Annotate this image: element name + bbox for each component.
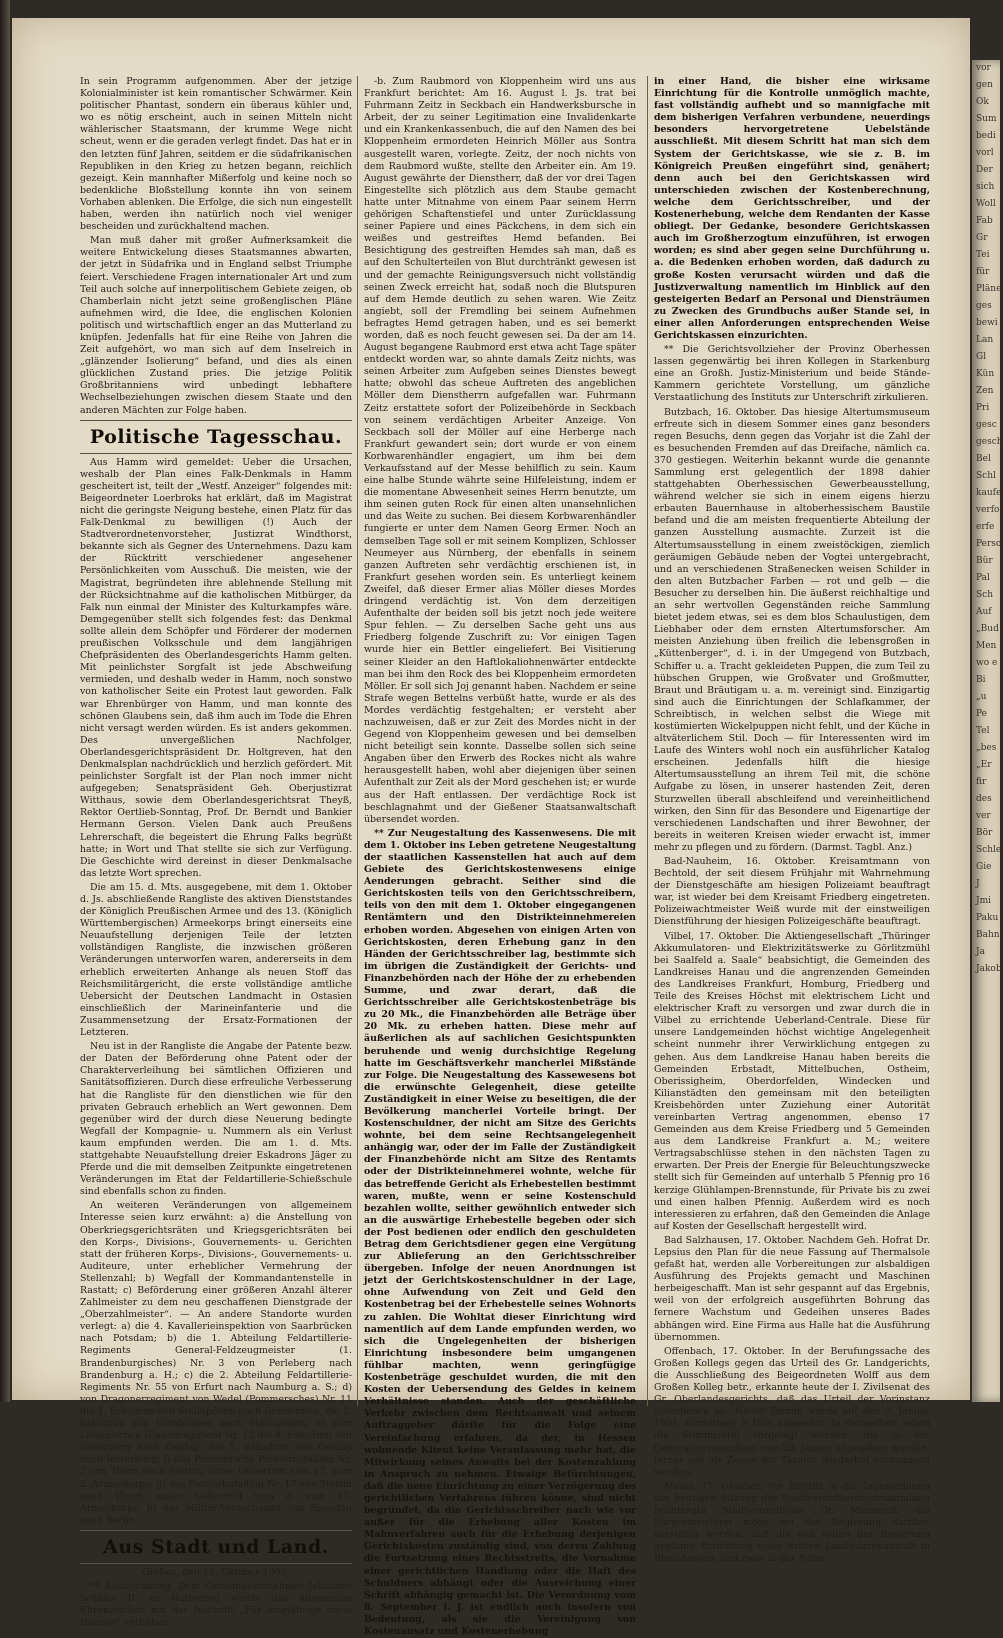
margin-fragment: ver	[976, 811, 991, 821]
margin-fragment: „u	[976, 692, 987, 702]
margin-fragment: Tel	[976, 726, 990, 736]
paragraph: Neu ist in der Rangliste die Angabe der Patente bezw. der Daten der Beförderung ohne Patent oder der Charakterverleihung bei sämtlichen Offizieren und Sanitätsoffizieren. Durch diese erfreuliche Verbesserung hat die Rangliste für den dienstlichen wie für den privaten Gebrauch erheblich an Wert gewonnen. Dem gegenüber wird der durch diese Neuerung bedingte Wegfall der Kompagnie- u. Nummern als ein Verlust kaum empfunden werden. Die am 1. d. Mts. stattgehabte Neuaufstellung dreier Eskadrons Jäger zu Pferde und die mit demselben Zeitpunkte eingetretenen Veränderungen im Etat der Feldartillerie-Schießschule sind ebenfalls schon zu finden.	[80, 1041, 352, 1198]
column-2	[364, 76, 636, 1637]
paragraph: ** Die Gerichtsvollzieher der Provinz Oberhessen lassen gegenwärtig bei ihren Kollegen in Starkenburg eine an Großh. Justiz-Ministerium und beide Stände-Kammern gerichtete Vorstellung, um gänzliche Verstaatlichung des Instituts zur Unterschrift zirkulieren.	[654, 344, 930, 404]
margin-fragment: Men	[976, 641, 997, 651]
margin-fragment: Bür	[976, 556, 993, 566]
margin-fragment: Tei	[976, 250, 990, 260]
paragraph: Bad-Nauheim, 16. Oktober. Kreisamtmann von Bechtold, der seit diesem Frühjahr mit Wahrnehmung der Dienstgeschäfte am hiesigen Polizeiamt beauftragt war, ist wieder bei dem Kreisamt Friedberg eingetreten. Polizeiwachtmeister Weiß wurde mit der einstweiligen Dienstführung der hiesigen Polizeigeschäfte beauftragt.	[654, 856, 930, 928]
margin-fragment: Zen	[976, 386, 994, 396]
margin-fragment: Bi	[976, 675, 986, 685]
paragraph: Aus Hamm wird gemeldet: Ueber die Ursachen, weshalb der Plan eines Falk-Denkmals in Hamm gescheitert ist, teilt der „Westf. Anzeiger“ folgendes mit: Beigeordneter Loerbroks hat erklärt, daß im Magistrat nicht die geringste Neigung bestehe, einen Platz für das Falk-Denkmal zu bewilligen (!) Auch der Stadtverordnetenvorsteher, Justizrat Windthorst, bekannte sich als Gegner des Unternehmens. Dazu kam der Rücktritt verschiedener angesehener Persönlichkeiten vom Ausschuß. Die meisten, wie der Magistrat, begründeten ihre ablehnende Stellung mit der Rücksichtnahme auf die katholischen Mitbürger, da Falk nun einmal der Minister des Kulturkampfes wäre. Demgegenüber stellt sich folgendes fest: das Denkmal sollte allein dem Schöpfer und Förderer der modernen preußischen Volksschule und dem langjährigen Chefpräsidenten des Oberlandesgerichts Hamm gelten. Mit peinlichster Sorgfalt ist jede Abschweifung vermieden, und deshalb weder in Hamm, noch sonstwo von katholischer Seite ein Protest laut geworden. Falk war Ehrenbürger von Hamm, und man konnte des schönen Glaubens sein, daß ihm auch im Tode die Ehren nicht versagt werden würden. Es ist anders gekommen. Des unvergeßlichen Nachfolger, Oberlandesgerichtspräsident Dr. Holtgreven, hat den Denkmalsplan nachdrücklich und herzlich gefördert. Mit peinlichster Sorgfalt ist der Plan noch immer nicht aufgegeben; Senatspräsident Geh. Oberjustizrat Witthaus, sowie dem Oberlandesgerichtsrat Theyß, Rektor Oertlieb-Sonntag, Prof. Dr. Berndt und Bankier Hermann Gerson. Vielen Dank auch Preußens Lehrerschaft, die begeistert die Ehrung Falks begrüßt hatte; in Wort und That stellte sie sich zur Verfügung. Die Geschichte wird dereinst in dieser Denkmalsache das letzte Wort sprechen.	[80, 456, 352, 879]
section-heading-local: Aus Stadt und Land.	[103, 1535, 329, 1558]
margin-fragment: vorl	[976, 148, 994, 158]
column-rule	[357, 76, 358, 1406]
paragraph: An weiteren Veränderungen von allgemeinem Interesse seien kurz erwähnt: a) die Anstellung von Oberkriegsgerichtsräten und Kriegsgerichtsräten bei den Korps-, Divisions-, Gouvernements- u. Gerichten statt der früheren Korps-, Divisions-, Gouvernements- u. Auditeure, unter erheblicher Vermehrung der Stellenzahl; b) Wegfall der Kommandantenstelle in Rastatt; c) Beförderung einer größeren Anzahl älterer Zahlmeister zu dem neu geschaffenen Dienstgrade der „Oberzahlmeister“. — An andere Standorte wurden verlegt: a) die 4. Kavallerieinspektion von Saarbrücken nach Potsdam; b) die 1. Abteilung Feldartillerie-Regiments General-Feldzeugmeister (1. Brandenburgisches) Nr. 3 von Perleberg nach Brandenburg a. H.; c) die 2. Abteilung Feldartillerie-Regiments Nr. 55 von Erfurt nach Naumburg a. S.; d) von Dragonerregiment von Wedel (Pommersches) Nr. 11 die 1. Eskadron von Stallupönen nach Gumbinnen, die 2. Eskadron von Gumbinnen nach Stallupönen; e) vom Lithauischen Ulanenregiment Nr. 12 die 4. Eskadron von Insterburg nach Goldap, die 5. Eskadron von Goldap nach Insterburg; f) das Pommersche Pionierbataillon Nr. 2 von Thorn nach Stettin, unter Uebertritt vom 17. zum 2. Armeekorps; g) das Pionierbataillon Nr. 17 von Stettin nach Thorn, unter Uebertritt vom 2. zum 17. Armeekorps; h) das Militär-Versuchsamt von Spandau nach Berlin.	[80, 1200, 352, 1526]
column-rule	[647, 76, 648, 1406]
margin-fragment: Gie	[976, 862, 992, 872]
divider	[80, 1530, 352, 1531]
margin-fragment: Paku	[976, 913, 999, 923]
paragraph: Butzbach, 16. Oktober. Das hiesige Altertumsmuseum erfreute sich in diesem Sommer eines ganz besonders regen Besuchs, denn gegen das Vorjahr ist die Zahl der es besuchenden Fremden auf das Dreifache, nämlich ca. 370 gestiegen. Weiterhin bekannt wurde die genannte Sammlung erst gelegentlich der 1898 dahier stattgehabten Oberhessischen Gewerbeausstellung, während welcher sie sich in einem eigens hierzu erbauten Bauernhause in altoberhessischem Baustile befand und die am meisten frequentierte Abteilung der ganzen Ausstellung ausmachte. Zurzeit ist die Altertumsausstellung in einem zweistöckigen, ziemlich geräumigen Gebäude neben der Vogtei untergebracht, und an verschiedenen Straßenecken weisen Schilder in den alten Butzbacher Farben — rot und gelb — die Besucher zu derselben hin. Die äußerst reichhaltige und an sehr wertvollen Gegenständen reiche Sammlung bietet jedem etwas, sei es dem blos Schaulustigen, dem Liebhaber oder dem ernsten Altertumsforscher. Am meisten Anziehung üben freilich die lebensgroßen in „Küttenberger“, d. i. in der Umgegend von Butzbach, Schiffer u. a. Tracht gekleideten Puppen, die zum Teil zu hübschen Gruppen, wie Großvater und Großmutter, Braut und Bräutigam u. a. m. vereinigt sind. Einzigartig sind auch die Einrichtungen der Schlafkammer, der Schreibtisch, in welchen selbst die Wiege mit kostümierten Wickelpuppen nicht fehlt, und der Küche in altväterlichem Stil. Doch — für Interessenten wird im Laufe des Winters wohl noch ein ausführlicher Katalog erscheinen. Jedenfalls hilft die hiesige Altertumsausstellung an ihrem Teil mit, die schöne Aufgabe zu lösen, in unserer hastenden Zeit, deren Sturzwellen überall abschleifend und vereinheitlichend wirken, den Sinn für das Besondere und Eigenartige der verschiedenen Landschaften und ihrer Bewohner, der bereits in weiteren Kreisen wieder erwacht ist, immer mehr zu pflegen und zu fördern. (Darmst. Tagbl. Anz.)	[654, 406, 930, 853]
margin-fragment: Auf	[976, 607, 992, 617]
section-heading-politics: Politische Tagesschau.	[89, 425, 343, 448]
margin-fragment: gen	[976, 80, 993, 90]
margin-fragment: Bel	[976, 454, 991, 464]
margin-fragment: sich	[976, 182, 995, 192]
margin-fragment: Schle	[976, 845, 1002, 855]
margin-fragment: Pläne	[976, 284, 1002, 294]
margin-fragment: Bahn	[976, 930, 1000, 940]
margin-fragment: Der	[976, 165, 993, 175]
margin-fragment: „bes	[976, 743, 997, 753]
margin-fragment: des	[976, 794, 992, 804]
margin-fragment: Gr	[976, 233, 988, 243]
margin-fragment: „Er	[976, 760, 992, 770]
margin-fragment: Schl	[976, 471, 996, 481]
adjacent-page-edge	[972, 60, 1003, 1402]
margin-fragment: Fab	[976, 216, 993, 226]
margin-fragment: Woll	[976, 199, 996, 209]
margin-fragment: Pri	[976, 403, 990, 413]
margin-fragment: Sch	[976, 590, 994, 600]
margin-fragment: für	[976, 267, 990, 277]
margin-fragment: Perso	[976, 539, 1002, 549]
column-3	[654, 76, 930, 1565]
paragraph: in einer Hand, die bisher eine wirksame Einrichtung für die Kontrolle unmöglich machte, fast vollständig aufhebt und so mannigfache mit dem bisherigen Verfahren verbundene, neuerdings besonders hervorgetretene Uebelstände ausschließt. Mit diesem Schritt hat man sich dem System der Gerichtskasse, wie sie z. B. im Königreich Preußen eingeführt sind, genähert; denn auch bei den Gerichtskassen wird unterschieden zwischen der Kostenberechnung, welche dem Gerichtsschreiber, und der Kostenerhebung, welche dem Rendanten der Kasse obliegt. Der Gedanke, besondere Gerichtskassen auch im Großherzogtum einzuführen, ist erwogen worden; es sind aber gegen seine Durchführung u. a. die Bedenken erhoben worden, daß dadurch zu große Kosten verursacht würden und daß die Justizverwaltung namentlich im Hinblick auf den gesteigerten Bedarf an Personal und Diensträumen zu Zwecken des Grundbuchs außer Stande sei, in einer allen Anforderungen entsprechenden Weise Gerichtskassen einzurichten.	[654, 76, 930, 341]
margin-fragment: „Bud	[976, 624, 999, 634]
margin-fragment: wo e	[976, 658, 998, 668]
paragraph: ** Zur Neugestaltung des Kassenwesens. Die mit dem 1. Oktober ins Leben getretene Neugestaltung der staatlichen Kassenstellen hat auch auf dem Gebiete des Gerichtskostenwesens einige Aenderungen gebracht. Seither sind die Gerichtskosten teils von den Gerichtsschreibern, teils von den mit dem 1. Oktober eingegangenen Rentämtern und den Distrikteinnehmereien erhoben worden. Abgesehen von einigen Arten von Gerichtskosten, deren Erhebung ganz in den Händen der Gerichtsschreiber lag, bestimmte sich im übrigen die Zuständigkeit der Gerichts- und Finanzbehörden nach der Höhe der zu erhebenden Summe, und zwar derart, daß die Gerichtsschreiber alle Gerichtskostenbeträge bis zu 20 Mk., die Finanzbehörden alle Beträge über 20 Mk. zu erheben hatten. Diese mehr auf äußerlichen als auf sachlichen Gesichtspunkten beruhende und wenig durchsichtige Regelung hatte im Geschäftsverkehr mancherlei Mißstände zur Folge. Die Neugestaltung des Kassewesens bot die erwünschte Gelegenheit, diese geteilte Zuständigkeit in einer Weise zu beseitigen, die der Bevölkerung mancherlei Vorteile bringt. Der Kostenschuldner, der nicht am Sitze des Gerichts wohnte, bei dem seine Rechtsangelegenheit anhängig war, oder der im Falle der Zuständigkeit der Finanzbehörde nicht am Sitze des Rentamts oder der Distrikteinnehmerei wohnte, welche für das betreffende Gericht als Erhebestellen bestimmt waren, mußte, wenn er seine Kostenschuld bezahlen wollte, seither gewöhnlich entweder sich an die auswärtige Erhebestelle begeben oder sich der Post bedienen oder endlich den geschuldeten Betrag dem Gerichtsdiener gegen eine Vergütung zur Ablieferung an den Gerichtsschreiber übergeben. Infolge der neuen Anordnungen ist jetzt der Gerichtskostenschuldner in der Lage, ohne Aufwendung von Zeit und Geld den Kostenbetrag bei der Erhebestelle seines Wohnorts zu zahlen. Die Wohltat dieser Einrichtung wird namentlich auf dem Lande empfunden werden, wo sich die Ungelegenheiten der bisherigen Einrichtung insbesondere beim umgangenen fühlbar machten, wenn geringfügige Kostenbeträge geschuldet wurden, die mit den Kosten der Uebersendung des Geldes in keinem Verhältnisse standen. Auch der geschäftliche Verkehr zwischen dem Rechtsanwalt und seinem Auftraggeber dürfte für die Folge eine Vereinfachung erfahren, da der, in Hessen wohnende Klient keine Veranlassung mehr hat, die Mitwirkung seines Anwalts bei der Kostenzahlung in Anspruch zu nehmen. Etwaige Befürchtungen, daß die neue Einrichtung zu einer Verzögerung des gerichtlichen Verfahrens führen könne, sind nicht begründet, da die Gerichtsschreiber nach wie vor außer für die Erhebung aller Kosten im Mahnverfahren auch für die Erhebung derjenigen Gerichtskosten zuständig sind, von deren Zahlung die Fortsetzung eines Rechtsstreits, die Vornahme einer gerichtlichen Handlung oder die Haft des Schuldners abhängt oder die Ausreichung einer Schrift abhängig gemacht ist. Die Verordnung vom 8. September l. J. ist endlich auch insofern von Bedeutung, als sie die Vereinigung von Kostenansatz und Kostenerhebung	[364, 827, 636, 1637]
margin-fragment: Bör	[976, 828, 993, 838]
margin-fragment: Ja	[976, 947, 985, 957]
margin-fragment: bewi	[976, 318, 998, 328]
margin-fragment: Pal	[976, 573, 990, 583]
book-spine	[0, 0, 10, 1402]
margin-fragment: Sum	[976, 114, 997, 124]
paragraph: Die am 15. d. Mts. ausgegebene, mit dem 1. Oktober d. Js. abschließende Rangliste des aktiven Dienststandes der Königlich Preußischen Armee und des 13. (Königlich Württembergischen) Armeekorps bringt einerseits eine Neuaufstellung derjenigen Teile der letzten vollständigen Rangliste, die inzwischen größeren Veränderungen unterworfen waren, andererseits in dem erheblich erweiterten Anhange als neuen Stoff das Reichsmilitärgericht, die erste vollständige amtliche Uebersicht der Deutschen Landmacht in Ostasien einschließlich der Marineinfanterie und die Zusammensetzung der Ersatz-Formationen der Letzteren.	[80, 881, 352, 1039]
margin-fragment: gesc	[976, 420, 997, 430]
margin-fragment: Pe	[976, 709, 987, 719]
paragraph: Bad Salzhausen, 17. Oktober. Nachdem Geh. Hofrat Dr. Lepsius den Plan für die neue Fassung auf Thermalsole gefaßt hat, werden alle Vorbereitungen zur alsbaldigen Ausführung des Projekts gemacht und Maschinen herbeigeschafft. Man ist sehr gespannt auf das Ergebnis, weil von der erfolgreich ausgeführten Bohrung das fernere Wachstum und Gedeihen unseres Bades abhängen wird. Eine Firma aus Halle hat die Ausführung übernommen.	[654, 1234, 930, 1343]
margin-fragment: Kün	[976, 369, 995, 379]
margin-fragment: Jakob	[976, 964, 1002, 974]
margin-fragment: ges	[976, 301, 992, 311]
divider	[80, 1563, 352, 1564]
column-1	[80, 76, 352, 1629]
margin-fragment: kaufe	[976, 488, 1002, 498]
dateline: Gießen, den 18. Oktober 1900.	[142, 1566, 290, 1578]
divider	[80, 420, 352, 421]
newspaper-page	[12, 18, 970, 1637]
paragraph: In sein Programm aufgenommen. Aber der jetzige Kolonialminister ist kein romantischer Schwärmer. Kein politischer Phantast, sondern ein überaus kühler und, wo es nötig erscheint, auch in seinen Mitteln nicht wählerischer Staatsmann, der krumme Wege nicht scheut, wenn er die geraden verlegt findet. Das hat er in den letzten fünf Jahren, seitdem er die südafrikanischen Republiken in den Krieg zu hetzen begann, reichlich gezeigt. Kein mannhafter Mißerfolg und keine noch so bedenkliche Bloßstellung konnte ihn von seinem Vorhaben ablenken. Die Erfolge, die sich nun eingestellt haben, werden ihn natürlich noch viel weniger bescheiden und zurückhaltend machen.	[80, 76, 352, 233]
margin-fragment: bedi	[976, 131, 996, 141]
margin-fragment: Gl	[976, 352, 987, 362]
paragraph: Offenbach, 17. Oktober. In der Berufungssache des Großen Kollegs gegen das Urteil des Gr. Landgerichts, die Ausschließung des Beigeordneten Wolff aus dem Großen Kolleg betr., erkannte heute der I. Zivilsenat des Gr. Oberlandesgerichts, daß das Urteil der Vorinstanz aufzuheben sei. Neuer Termin wurde auf den 9. Januar 1901, vormittags 9 Uhr, angesetzt. In demselben sollen die Stimmzettel vorgelegt werden, die in der Generalversammlung vom 20. Januar abgegeben wurden, ferner soll als Zeuge der Taxator Niederhof vernommen werden.	[654, 1345, 930, 1478]
paragraph: Vilbel, 17. Oktober. Die Aktiengesellschaft „Thüringer Akkumulatoren- und Elektrizitätswerke zu Görlitzmühl bei Saalfeld a. Saale“ beabsichtigt, die Gemeinden des Landkreises Hanau und die angrenzenden Gemeinden des Landkreises Frankfurt, Homburg, Friedberg und Teile des Kreises Höchst mit elektrischem Licht und elektrischer Kraft zu versorgen und zwar durch die in Vilbel zu errichtende Ueberland-Centrale. Diese für unsere Landgemeinden höchst wichtige Angelegenheit scheint nunmehr ihrer Verwirklichung entgegen zu gehen. Aus dem Landkreise Hanau haben bereits die Gemeinden Erbstadt, Mittelbuchen, Ostheim, Oberissigheim, Oberdorfelden, Windecken und Kilianstädten den gemeinsam mit den beteiligten Kreisbehörden unter Zuziehung einer Autorität vereinbarten Vertrag angenommen, ebenso 17 Gemeinden aus dem Kreise Friedberg und 5 Gemeinden aus dem Landkreise Frankfurt a. M.; weitere Vertragsabschlüsse stehen in den nächsten Tagen zu erwarten. Der Preis der Energie für Beleuchtungszwecke stellt sich für Gemeinden auf unterhalb 5 Pfennig pro 16 kerzige Glühlampen-Brennstunde, für Private bis zu zwei und einen halben Pfennig. Außerdem wird es noch interessieren zu erfahren, daß den Gemeinden die Anlage auf Kosten der Gesellschaft hergestellt wird.	[654, 930, 930, 1232]
margin-fragment: Jmi	[976, 896, 992, 906]
paragraph: -b. Zum Raubmord von Kloppenheim wird uns aus Frankfurt berichtet: Am 16. August l. Js. trat bei Fuhrmann Zeitz in Seckbach ein Handwerksbursche in Arbeit, der zu seiner Legitimation eine Invalidenkarte und ein Krankenkassenbuch, die auf den Namen des bei Kloppenheim ermordeten Heinrich Möller aus Sontra ausgestellt waren, vorlegte. Zeitz, der noch nichts von dem Raubmord wußte, stellte den Arbeiter ein. Am 19. August gewährte der Dienstherr, daß der vor drei Tagen Eingestellte sich plötzlich aus dem Staube gemacht hatte unter Mitnahme von einem Paar seinem Herrn gehörigen Schaftenstiefel und unter Zurücklassung seiner Papiere und eines Päckchens, in dem sich ein weißes und gestreiftes Hemd befanden. Bei Besichtigung des gestreiften Hemdes sah man, daß es auf den Schulterteilen von Blut durchtränkt gewesen ist und der gemachte Reinigungsversuch nicht vollständig seinen Zweck erreicht hat, sodaß noch die Blutspuren auf dem Hemde deutlich zu sehen waren. Wie Zeitz angiebt, soll der Fremdling bei seinem Aufnehmen befragtes Hemd getragen haben, und es sei bemerkt worden, daß es noch feucht gewesen sei. Da der am 14. August begangene Raubmord erst etwa acht Tage später entdeckt worden war, so ahnte damals Zeitz nichts, was seinen Arbeiter zum Aufgeben seines Dienstes bewegt hatte; obwohl das scheue Auftreten des angeblichen Möller dem Dienstherrn aufgefallen war. Fuhrmann Zeitz erstattete sofort der Polizeibehörde in Seckbach von seinem verdächtigen Arbeiter Anzeige. Von Seckbach soll der Möller auf eine Herberge nach Frankfurt gewandert sein; dort wurde er von einem Korbwarenhändler engagiert, um ihm bei dem Verkaufsstand auf der Messe behilflich zu sein. Kaum eine halbe Stunde währte seine Hilfeleistung, indem er die momentane Abwesenheit seines Herrn benutzte, um ihm seinen guten Rock für einen alten unansehnlichen und das Weite zu suchen. Bei diesem Korbwarenhändler fungierte er unter dem Namen Georg Ermer. Noch an demselben Tage soll er mit seinem Komplizen, Schlosser Neumeyer aus Nürnberg, der ebenfalls in seinem ganzen Auftreten sehr verdächtig erschienen ist, in Frankfurt gesehen worden sein. Es unterliegt keinem Zweifel, daß dieser Ermer alias Möller dieses Mordes dringend verdächtig ist. Von dem derzeitigen Aufenthalte der beiden soll bis jetzt noch jede weitere Spur fehlen. — Zu derselben Sache geht uns aus Friedberg folgende Zuschrift zu: Vor einigen Tagen wurde hier ein Bettler eingeliefert. Bei Visitierung seiner Kleider an den Haftlokaliohnenwärter entdeckte man bei ihm den Rock des bei Kloppenheim ermordeten Möller. Er soll sich Joj genannt haben. Nachdem er seine Strafe wegen Bettelns verbüßt hatte, wurde er als des Mordes verdächtig festgehalten; er versteht aber nachzuweisen, daß er zur Zeit des Mordes nicht in der Gegend von Kloppenheim gewesen und bei demselben nicht beteiligt sein konnte. Dasselbe sollen sich seine Angaben über den Erwerb des Rockes nicht als wahre herausgestellt haben, wohl aber diejenigen über seinen Aufenthalt zur Zeit als der Mord geschehen ist; er wurde aus der Haft entlassen. Der verdächtige Rock ist beschlagnahmt und der Gießener Staatsanwaltschaft übersendet worden.	[364, 76, 636, 825]
margin-fragment: vor	[976, 63, 991, 73]
margin-fragment: erfe	[976, 522, 995, 532]
paragraph: Man muß daher mit großer Aufmerksamkeit die weitere Entwickelung dieses Staatsmannes abwarten, der jetzt in Südafrika und in England selbst Triumphe feiert. Verschiedene Fragen internationaler Art und zum Teil auch solche auf innerpolitischem Gebiete zeigen, ob Chamberlain nicht jetzt seine großenglischen Pläne aufnehmen wird, die Idee, die englischen Kolonien politisch und wirtschaftlich enger an das Mutterland zu knüpfen. Jedenfalls hat für eine Reihe von Jahren die Zeit aufgehört, wo man sich auf dem Inselreich in „glänzender Isolierung“ befand, und dies als einen glücklichen Zustand pries. Die jetzige Politik Großbritanniens wird unbedingt lebhaftere Wechselbeziehungen zwischen diesem Staate und den anderen Mächten zur Folge haben.	[80, 235, 352, 416]
margin-fragment: Ok	[976, 97, 989, 107]
divider	[80, 453, 352, 454]
margin-fragment: J	[976, 879, 980, 889]
paragraph: ** Auszeichnung. Dem Gemeindeeinnehmer Johannes Schäfer II. zu Hattenrod wurde das Allgemeine Ehrenzeichen mit der Inschrift „Für langjährige treue Dienste“ verliehen.	[80, 1580, 352, 1629]
margin-fragment: verfo	[976, 505, 1000, 515]
margin-fragment: Lan	[976, 335, 994, 345]
margin-fragment: gesch	[976, 437, 1003, 447]
margin-fragment: fir	[976, 777, 987, 787]
paragraph: Mainz, 17. Oktober. Vor Eintritt in die Tagesordnung der heutigen Sitzung der Stadtverordnetenversammlung beantragte Stadtverordneter Dr. Masserell, die Bürgermeisterei möge bei der Regierung darüber vorstellig werden, daß die von seiten der Regierung geplante Errichtung einer dritten Landesirrenanstalt in Rheinhessen, und zwar in der Nähe	[654, 1480, 930, 1565]
